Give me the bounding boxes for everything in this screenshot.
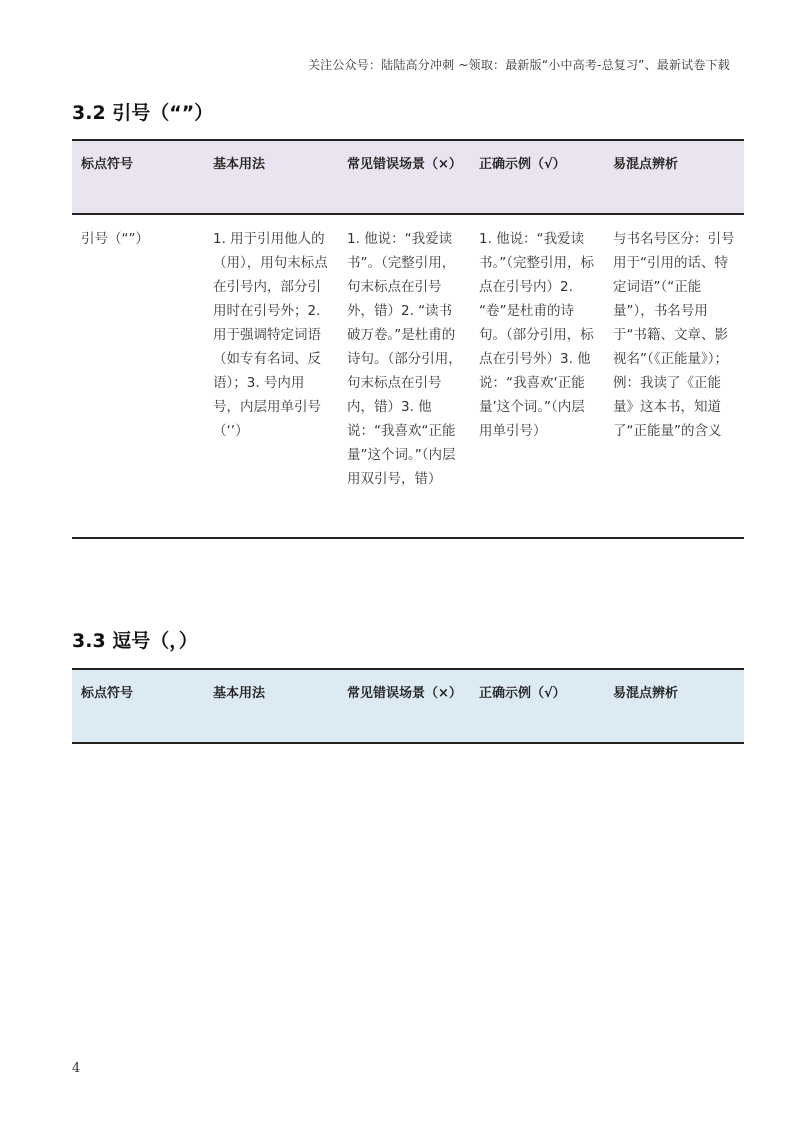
section-title-quotation-marks: 3.2 引号（“”） — [72, 102, 214, 124]
column-header-correct: 正确示例（√） — [470, 669, 604, 743]
cell-usage: 1. 用于引用他人的（用），用句末标点在引号内，部分引用时在引号外；2. 用于强调特定词语（如专有名词、反语）；3. 号内用号，内层用单引号（‘’） — [204, 214, 338, 538]
table-header-row — [72, 669, 744, 743]
column-header-usage: 基本用法 — [204, 140, 338, 214]
column-header-mark: 标点符号 — [72, 669, 204, 743]
column-header-confusion: 易混点辨析 — [604, 669, 744, 743]
table-header-row — [72, 140, 744, 214]
cell-mark: 引号（“”） — [72, 214, 204, 538]
section-title-comma: 3.3 逗号（，） — [72, 630, 198, 652]
cell-correct: 1. 他说：“我爱读书。”（完整引用，标点在引号内）2. “卷”是杜甫的诗句。（部分引用，标点在引号外）3. 他说：“我喜欢‘正能量’这个词。”（内层用单引号） — [470, 214, 604, 538]
column-header-correct: 正确示例（√） — [470, 140, 604, 214]
cell-errors: 1. 他说：“我爱读书”。（完整引用，句末标点在引号外，错）2. “读书破万卷。”是杜甫的诗句。（部分引用，句末标点在引号内，错）3. 他说：“我喜欢“正能量”这个词。”（内层用双引号，错） — [338, 214, 470, 538]
column-header-mark: 标点符号 — [72, 140, 204, 214]
comma-table — [72, 668, 744, 744]
table-row — [72, 214, 744, 538]
column-header-confusion: 易混点辨析 — [604, 140, 744, 214]
cell-confusion: 与书名号区分：引号用于“引用的话、特定词语”（“正能量”），书名号用于“书籍、文章、影视名”（《正能量》）；例：我读了《正能量》这本书，知道了“正能量”的含义 — [604, 214, 744, 538]
column-header-errors: 常见错误场景（×） — [338, 669, 470, 743]
quotation-marks-table — [72, 139, 744, 539]
column-header-errors: 常见错误场景（×） — [338, 140, 470, 214]
page-number: 4 — [72, 1061, 81, 1076]
column-header-usage: 基本用法 — [204, 669, 338, 743]
header-note: 关注公众号：陆陆高分冲刺 ~领取：最新版“小中高考-总复习”、最新试卷下载 — [307, 58, 730, 72]
